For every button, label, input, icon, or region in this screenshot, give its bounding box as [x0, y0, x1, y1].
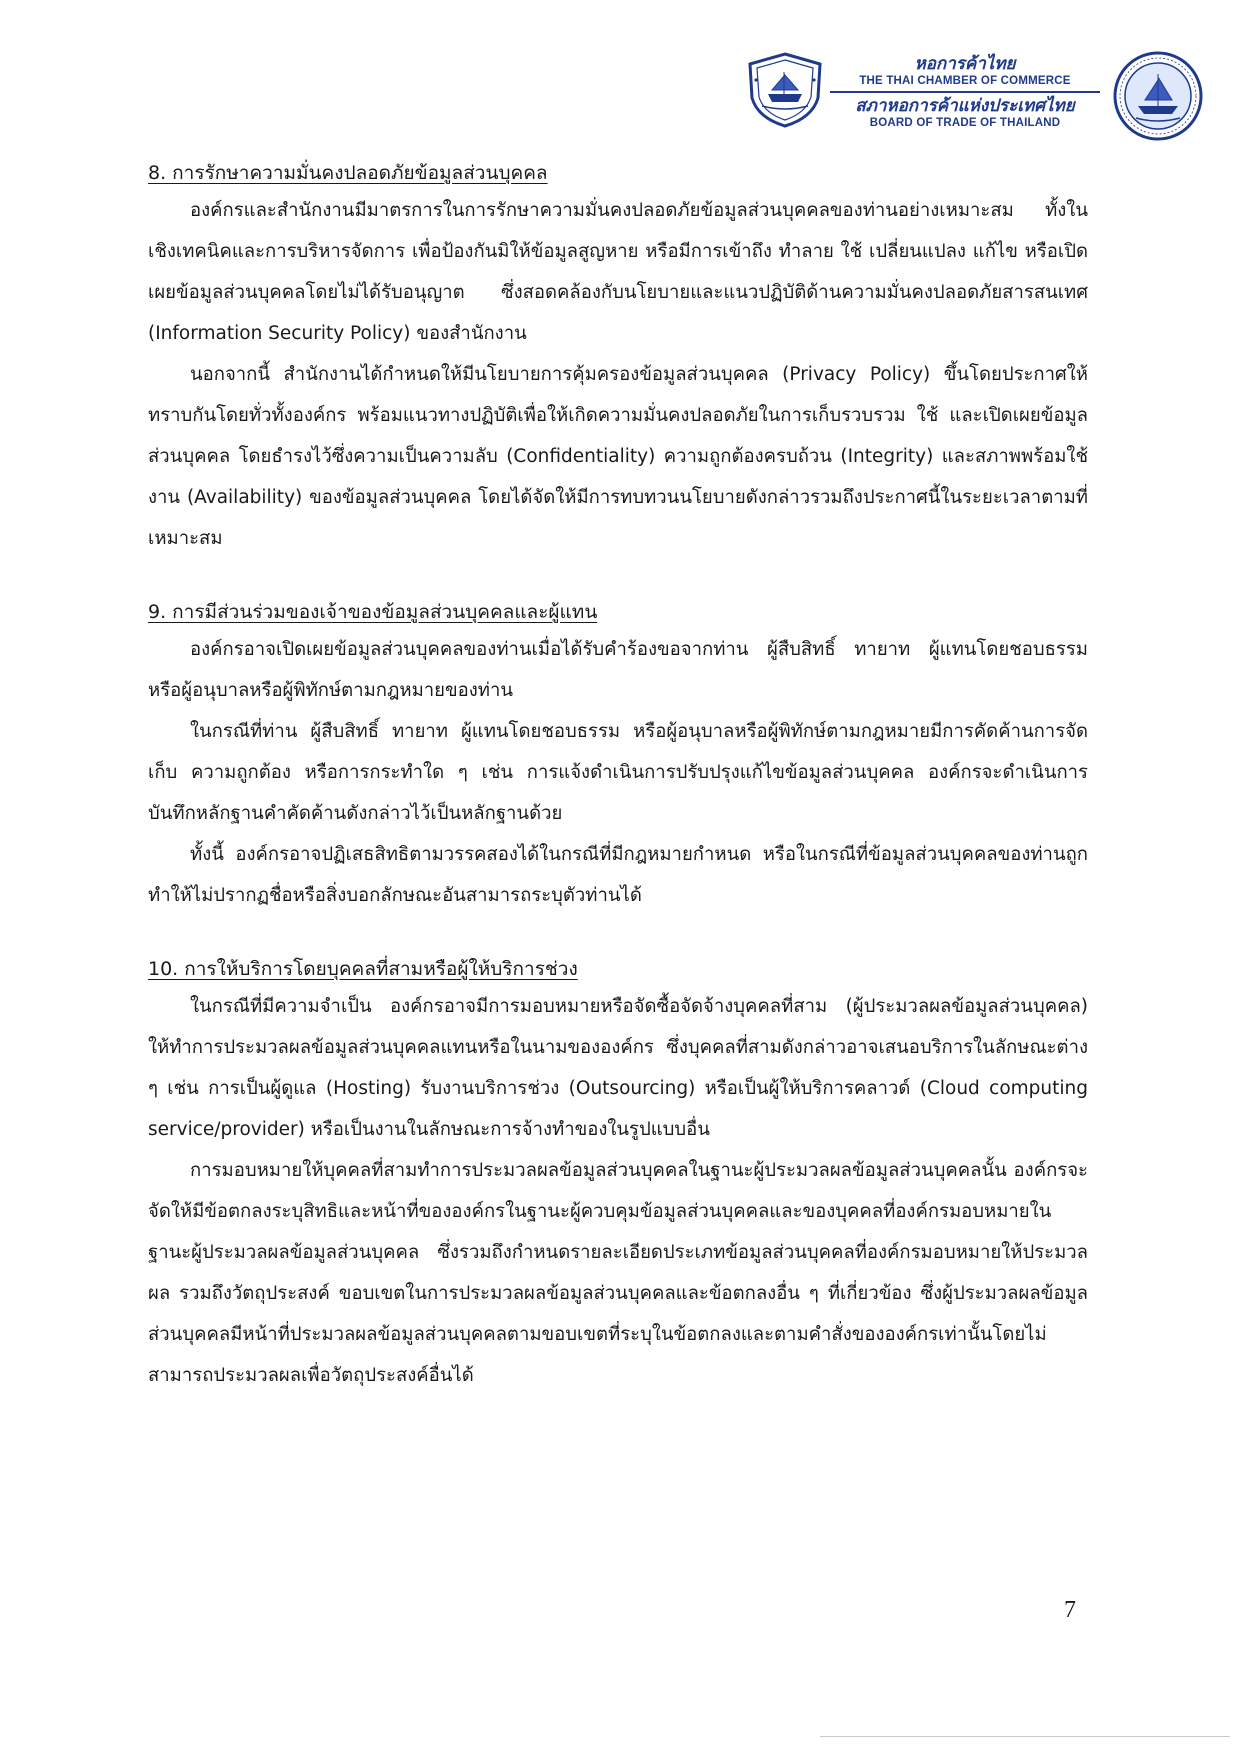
section-8-paragraph: นอกจากนี้ สำนักงานได้กำหนดให้มีนโยบายการคุ้มครองข้อมูลส่วนบุคคล (Privacy Policy) ขึ้นโดยประกาศให้ทราบกันโดยทั่วทั้งองค์กร พร้อมแนวทางปฏิบัติเพื่อให้เกิดความมั่นคงปลอดภัยในการเก็บรวบรวม ใช้ และเปิดเผยข้อมูลส่วนบุคคล โดยธำรงไว้ซึ่งความเป็นความลับ (Confidentiality) ความถูกต้องครบถ้วน (Integrity) และสภาพพร้อมใช้งาน (Availability) ของข้อมูลส่วนบุคคล โดยได้จัดให้มีการทบทวนนโยบายดังกล่าวรวมถึงประกาศนี้ในระยะเวลาตามที่เหมาะสม: [148, 364, 1088, 549]
letterhead-divider: [830, 91, 1100, 93]
section-10-heading: 10. การให้บริการโดยบุคคลที่สามหรือผู้ให้บริการช่วง: [148, 958, 578, 980]
document-body: [148, 156, 1088, 1396]
section-8-paragraph: องค์กรและสำนักงานมีมาตรการในการรักษาความมั่นคงปลอดภัยข้อมูลส่วนบุคคลของท่านอย่างเหมาะสม ทั้งในเชิงเทคนิคและการบริหารจัดการ เพื่อป้องกันมิให้ข้อมูลสูญหาย หรือมีการเข้าถึง ทำลาย ใช้ เปลี่ยนแปลง แก้ไข หรือเปิดเผยข้อมูลส่วนบุคคลโดยไม่ได้รับอนุญาต ซึ่งสอดคล้องกับนโยบายและแนวปฏิบัติด้านความมั่นคงปลอดภัยสารสนเทศ (Information Security Policy) ของสำนักงาน: [148, 200, 1088, 344]
thai-chamber-name-th: หอการค้าไทย: [914, 54, 1016, 74]
thai-chamber-name-en: THE THAI CHAMBER OF COMMERCE: [859, 75, 1071, 87]
board-of-trade-name-th: สภาหอการค้าแห่งประเทศไทย: [855, 96, 1075, 116]
footer-scan-line: [820, 1736, 1230, 1737]
page-number: 7: [1064, 1597, 1076, 1623]
board-of-trade-name-en: BOARD OF TRADE OF THAILAND: [869, 117, 1061, 129]
section-9-paragraph: องค์กรอาจเปิดเผยข้อมูลส่วนบุคคลของท่านเมื่อได้รับคำร้องขอจากท่าน ผู้สืบสิทธิ์ ทายาท ผู้แทนโดยชอบธรรม หรือผู้อนุบาลหรือผู้พิทักษ์ตามกฎหมายของท่าน: [148, 639, 1088, 701]
thai-chamber-logo: [740, 50, 830, 130]
section-10-paragraph: การมอบหมายให้บุคคลที่สามทำการประมวลผลข้อมูลส่วนบุคคลในฐานะผู้ประมวลผลข้อมูลส่วนบุคคลนั้น องค์กรจะจัดให้มีข้อตกลงระบุสิทธิและหน้าที่ขององค์กรในฐานะผู้ควบคุมข้อมูลส่วนบุคคลและของบุคคลที่องค์กรมอบหมายในฐานะผู้ประมวลผลข้อมูลส่วนบุคคล ซึ่งรวมถึงกำหนดรายละเอียดประเภทข้อมูลส่วนบุคคลที่องค์กรมอบหมายให้ประมวลผล รวมถึงวัตถุประสงค์ ขอบเขตในการประมวลผลข้อมูลส่วนบุคคลและข้อตกลงอื่น ๆ ที่เกี่ยวข้อง ซึ่งผู้ประมวลผลข้อมูลส่วนบุคคลมีหน้าที่ประมวลผลข้อมูลส่วนบุคคลตามขอบเขตที่ระบุในข้อตกลงและตามคำสั่งขององค์กรเท่านั้นโดยไม่สามารถประมวลผลเพื่อวัตถุประสงค์อื่นได้: [148, 1160, 1088, 1386]
section-9-paragraph: ทั้งนี้ องค์กรอาจปฏิเสธสิทธิตามวรรคสองได้ในกรณีที่มีกฎหมายกำหนด หรือในกรณีที่ข้อมูลส่วนบุคคลของท่านถูกทำให้ไม่ปรากฏชื่อหรือสิ่งบอกลักษณะอันสามารถระบุตัวท่านได้: [148, 844, 1088, 906]
section-9-paragraph: ในกรณีที่ท่าน ผู้สืบสิทธิ์ ทายาท ผู้แทนโดยชอบธรรม หรือผู้อนุบาลหรือผู้พิทักษ์ตามกฎหมายมีการคัดค้านการจัดเก็บ ความถูกต้อง หรือการกระทำใด ๆ เช่น การแจ้งดำเนินการปรับปรุงแก้ไขข้อมูลส่วนบุคคล องค์กรจะดำเนินการบันทึกหลักฐานคำคัดค้านดังกล่าวไว้เป็นหลักฐานด้วย: [148, 721, 1088, 824]
section-spacer: [148, 916, 1088, 952]
section-spacer: [148, 559, 1088, 595]
board-of-trade-seal: [1112, 50, 1204, 142]
letterhead: [830, 54, 1100, 130]
section-8-heading: 8. การรักษาความมั่นคงปลอดภัยข้อมูลส่วนบุคคล: [148, 162, 548, 184]
section-9-heading: 9. การมีส่วนร่วมของเจ้าของข้อมูลส่วนบุคคลและผู้แทน: [148, 601, 598, 623]
section-10-paragraph: ในกรณีที่มีความจำเป็น องค์กรอาจมีการมอบหมายหรือจัดซื้อจัดจ้างบุคคลที่สาม (ผู้ประมวลผลข้อมูลส่วนบุคคล) ให้ทำการประมวลผลข้อมูลส่วนบุคคลแทนหรือในนามขององค์กร ซึ่งบุคคลที่สามดังกล่าวอาจเสนอบริการในลักษณะต่าง ๆ เช่น การเป็นผู้ดูแล (Hosting) รับงานบริการช่วง (Outsourcing) หรือเป็นผู้ให้บริการคลาวด์ (Cloud computing service/provider) หรือเป็นงานในลักษณะการจ้างทำของในรูปแบบอื่น: [148, 996, 1088, 1140]
